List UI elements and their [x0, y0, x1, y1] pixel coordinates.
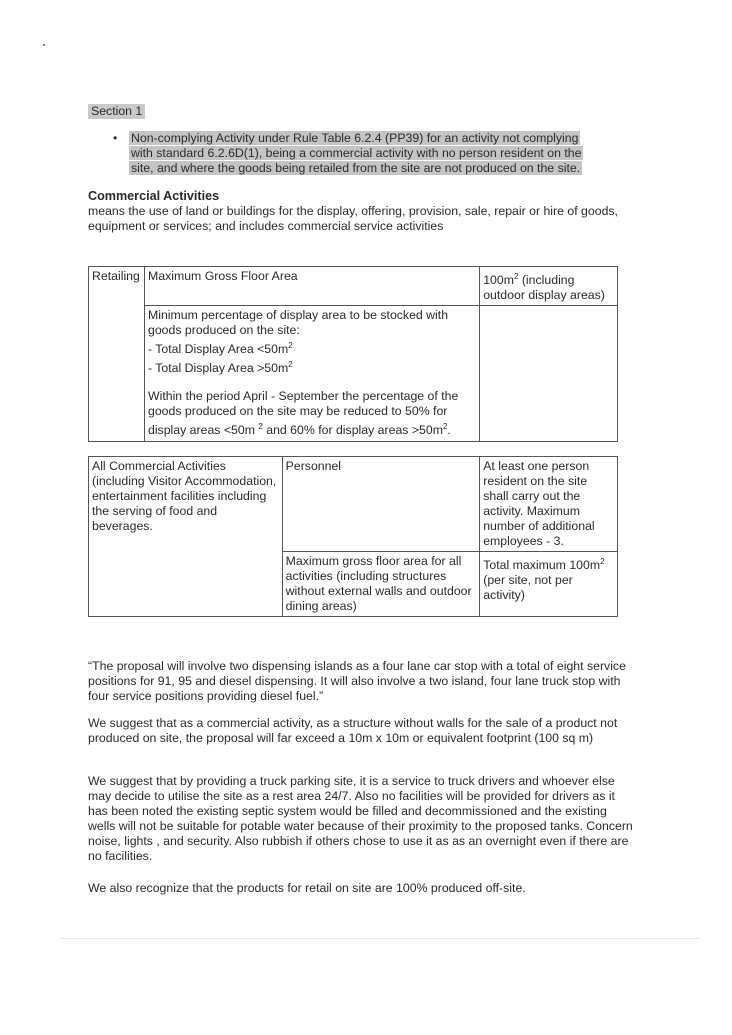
table-cell-category: Retailing	[89, 267, 145, 442]
display-area-small: - Total Display Area $<50m^2$	[147, 341, 293, 357]
table-row	[89, 267, 618, 306]
bullet-line-3: site, and where the goods being retailed from the site are not produced on the site.	[131, 161, 581, 175]
commercial-activities-table	[88, 456, 618, 617]
scan-speck	[43, 44, 45, 46]
paragraph-footprint: We suggest that as a commercial activity, as a structure without walls for the sale of a product not produced on site, the proposal will far exceed a 10m x 10m or equivalent footprint (100 sq m)	[88, 716, 618, 745]
table-cell-value-empty	[480, 306, 618, 442]
table-cell-standard	[144, 306, 479, 442]
highlighted-bullet	[113, 131, 607, 176]
section-heading: Section 1	[88, 104, 145, 119]
retailing-rules-table	[88, 266, 618, 442]
paragraph-off-site-products: We also recognize that the products for retail on site are 100% produced off-site.	[88, 881, 526, 895]
bullet-text	[129, 131, 607, 176]
seasonal-reduction-text: Within the period April - September the percentage of the goods produced on the site may be reduced to 50% for display areas <50m $^2$ and 60% for display areas $>50m^2$.	[147, 389, 459, 438]
table-row	[89, 457, 618, 552]
table-cell-standard: Personnel	[282, 457, 480, 552]
table-cell-standard: Maximum gross floor area for all activities (including structures without external walls and outdoor dining areas)	[282, 552, 480, 617]
table-cell-standard: Maximum Gross Floor Area	[144, 267, 479, 306]
stock-requirement-text: Minimum percentage of display area to be stocked with goods produced on the site:	[147, 308, 449, 338]
scan-artifact-line	[60, 938, 700, 939]
table-cell-value: $100m^2$ (including outdoor display areas)	[480, 267, 618, 306]
proposal-quote: “The proposal will involve two dispensing islands as a four lane car stop with a total of eight service positions for 91, 95 and diesel dispensing. It will also involve a two island, four lane truck stop with four service positions providing diesel fuel.”	[88, 659, 626, 703]
bullet-line-1: Non-complying Activity under Rule Table 6.2.4 (PP39) for an activity not complying	[131, 131, 579, 145]
display-area-large: - Total Display Area $>50m^2$	[147, 360, 293, 376]
bullet-line-2: with standard 6.2.6D(1), being a commercial activity with no person resident on the	[131, 146, 582, 160]
table-row	[89, 306, 618, 442]
paragraph-truck-parking: We suggest that by providing a truck parking site, it is a service to truck drivers and whoever else may decide to utilise the site as a rest area 24/7. Also no facilities will be provided for drivers as it has been noted the existing septic system would be filled and decommissioned and the existing wells will not be suitable for potable water because of their proximity to the proposed tanks. Concern noise, lights , and security. Also rubbish if others chose to use it as as an overnight even if there are no facilities.	[88, 774, 633, 863]
definition-title: Commercial Activities	[88, 189, 220, 203]
table-cell-value: Total maximum $100m^2$ (per site, not per activity)	[480, 552, 618, 617]
table-cell-category: All Commercial Activities (including Visitor Accommodation, entertainment facilities including the serving of food and beverages.	[89, 457, 283, 617]
definition-body: means the use of land or buildings for the display, offering, provision, sale, repair or hire of goods, equipment or services; and includes commercial service activities	[88, 204, 618, 233]
bullet-icon: •	[113, 131, 118, 145]
table-cell-value: At least one person resident on the site shall carry out the activity. Maximum number of additional employees - 3.	[480, 457, 618, 552]
